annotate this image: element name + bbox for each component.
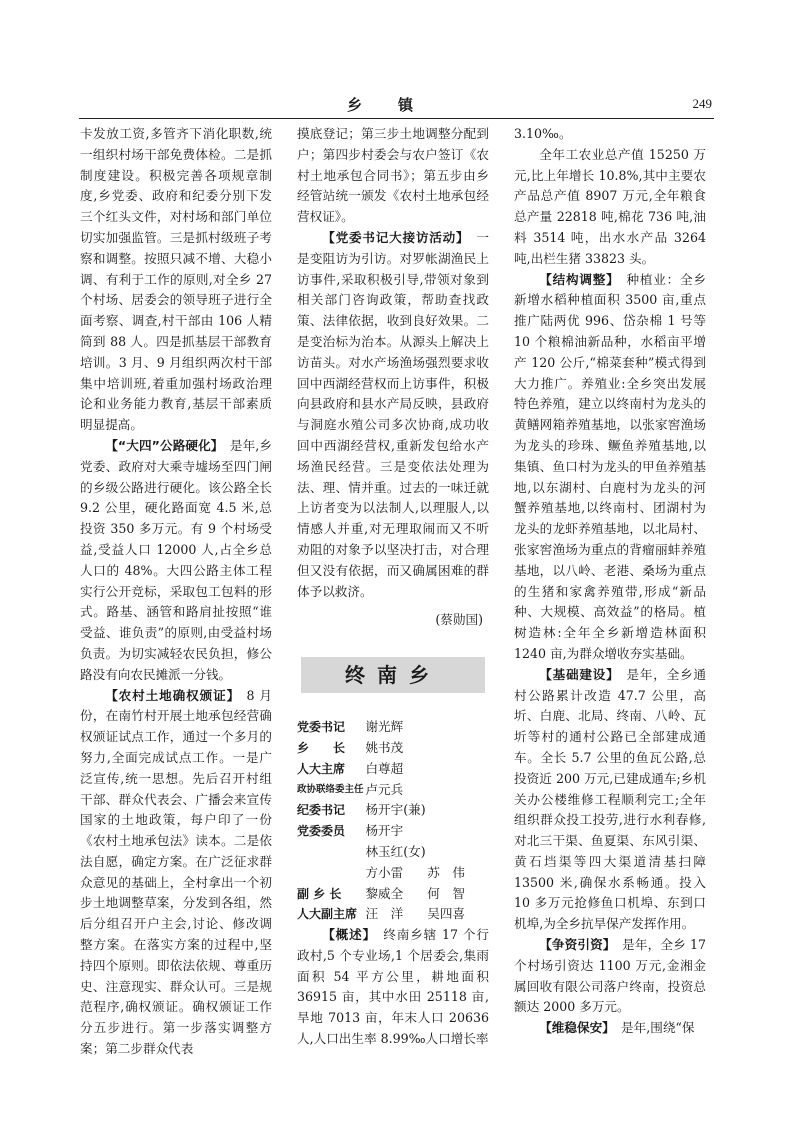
staff-names <box>365 863 489 884</box>
staff-name: 姚书茂 <box>365 739 404 755</box>
staff-row <box>297 759 489 780</box>
paragraph <box>514 270 706 665</box>
paragraph-text: 是年,围绕“保 <box>621 1020 695 1036</box>
staff-names <box>365 842 489 863</box>
section-heading: 【争资引资】 <box>539 937 616 953</box>
section-heading: 【结构调整】 <box>539 271 620 287</box>
staff-row <box>297 842 489 863</box>
staff-names <box>365 800 489 821</box>
paragraph <box>80 686 272 1060</box>
staff-role: 纪委书记 <box>297 803 346 818</box>
column-2-articles <box>297 124 489 602</box>
staff-names <box>365 904 489 925</box>
staff-role: 政协联络委主任 <box>297 783 364 795</box>
paragraph <box>514 935 706 1018</box>
paragraph <box>514 665 706 935</box>
staff-name: 谢光辉 <box>365 719 404 735</box>
staff-row <box>297 800 489 821</box>
paragraph <box>297 925 489 1050</box>
paragraph <box>514 124 706 145</box>
paragraph-text: 一是变阻访为引访。对罗帐湖渔民上访事件,采取积极引导,带领对象到相关部门咨询政策，帮助查找政策、法律依据，收到良好效果。二是变治标为治本。从源头上解决上访苗头。对水产场渔场强烈要求收回中西湖经营权而上访事件，积极向县政府和县水产局反映，县政府与洞庭水殖公司多次协商,成功收回中西湖经营权,重新发包给水产场渔民经营。三是变依法处理为法、理、情并重。过去的一味迁就上访者变为以法制人,以理服人,以情感人并重,对无理取闹而又不听劝阻的对象予以坚决打击，对合理但又没有依据，而又确属困难的群体予以救济。 <box>297 229 490 599</box>
staff-name: 杨开宇 <box>365 823 404 839</box>
staff-role: 人大主席 <box>297 761 346 776</box>
paragraph-text: 是年,乡党委、政府对大乘寺墟场至四门闸的乡级公路进行硬化。该公路全长 9.2 公里，硬化路面宽 4.5 米,总投资 350 多万元。有 9 个村场受益,受益人口 12000 人,占全乡总人口的 48%。大四公路主体工程实行公开竞标，采取包工包料的形式。路基、涵管和路肩扯按照“谁受益、谁负责”的原则,由受益村场负责。为切实减轻农民负担，修公路没有向农民摊派一分钱。 <box>80 437 272 682</box>
paragraph <box>80 436 272 686</box>
staff-row <box>297 863 489 884</box>
staff-role: 党委委员 <box>297 824 346 839</box>
page-header <box>79 92 714 119</box>
staff-name: 杨开宇(兼) <box>365 802 426 818</box>
staff-role: 人大副主席 <box>297 907 358 922</box>
staff-name: 方小雷 <box>365 864 404 880</box>
staff-role <box>297 842 365 863</box>
staff-name: 苏 伟 <box>427 864 465 880</box>
staff-row <box>297 884 489 905</box>
section-title-char-1: 乡 <box>347 96 363 114</box>
staff-names <box>365 821 489 842</box>
staff-role: 副 乡 长 <box>297 886 342 901</box>
staff-names <box>365 759 489 780</box>
staff-name: 何 智 <box>427 885 465 901</box>
staff-name: 汪 洋 <box>365 906 404 922</box>
paragraph-text: 是年，全乡通村公路累计改造 47.7 公里，高圻、白鹿、北局、终南、八岭、瓦圻等村的通村公路已全部建成通车。全长 5.7 公里的鱼瓦公路,总投资近 200 万元,已建成通车;乡机关办公楼维修工程顺利完工;全年组织群众投工投劳,进行水利春修,对北三干渠、鱼夏渠、东风引渠、黄石垱渠等四大渠道清基扫障 13500 米,确保水系畅通。投入 10 多万元抢修鱼口机埠、东到口机埠,为全乡抗旱保产发挥作用。 <box>514 666 707 932</box>
text-column-3 <box>514 124 706 1039</box>
paragraph-text: 摸底登记；第三步土地调整分配到户；第四步村委会与农户签订《农村土地承包合同书》；第五步由乡经管站统一颁发《农村土地承包经营权证》。 <box>297 126 489 225</box>
section-heading: 【概述】 <box>322 927 377 943</box>
paragraph <box>297 228 489 602</box>
staff-row <box>297 780 489 801</box>
section-heading: 【基础建设】 <box>539 666 620 682</box>
text-column-1 <box>80 124 272 1060</box>
section-title-char-2: 镇 <box>398 96 414 114</box>
paragraph-text: 3.10‰。 <box>514 126 572 141</box>
paragraph <box>514 1018 706 1039</box>
author-signature: (蔡勋国) <box>435 612 483 628</box>
staff-names <box>365 717 489 738</box>
paragraph-text: 全年工农业总产值 15250 万元,比上年增长 10.8%,其中主要农产品总产值 8907 万元,全年粮食总产量 22818 吨,棉花 736 吨,油料 3514 吨，出水水产品 3264 吨,出栏生猪 33823 头。 <box>514 146 706 266</box>
staff-name: 林玉红(女) <box>365 843 426 859</box>
paragraph-text: 8 月份，在南竹村开展土地承包经营确权颁证试点工作，通过一个多月的努力,全面完成试点工作。一是广泛宣传,统一思想。先后召开村组干部、群众代表会、广播会来宣传国家的土地政策，每户印了一份《农村土地承包法》读本。二是依法自愿，确定方案。在广泛征求群众意见的基础上，全村拿出一个初步土地调整草案，分发到各组，然后分组召开户主会,讨论、修改调整方案。在落实方案的过程中,坚持四个原则。即依法依规、尊重历史、注意现实、群众认可。三是规范程序,确权颁证。确权颁证工作分五步进行。第一步落实调整方案；第二步群众代表 <box>80 687 272 1057</box>
staff-role: 乡 长 <box>297 740 346 755</box>
section-heading: 【维稳保安】 <box>539 1020 615 1036</box>
staff-name: 吴四喜 <box>427 906 465 922</box>
section-heading: 【“大四”公路硬化】 <box>105 437 224 453</box>
staff-names <box>365 884 489 905</box>
staff-name: 黎威全 <box>365 885 404 901</box>
page-number: 249 <box>692 96 712 111</box>
column-2-overview <box>297 925 489 1050</box>
paragraph-text: 种植业：全乡新增水稻种植面积 3500 亩,重点推广陆两优 996、岱杂棉 1 号等 10 个粮棉油新品种，水稻亩平增产 120 公斤,“棉菜套种”模式得到大力推广。养殖业:全乡突出发展特色养殖，建立以终南村为龙头的黄鳝网箱养殖基地，以张家窖渔场为龙头的珍珠、鳜鱼养殖基地,以集镇、鱼口村为龙头的甲鱼养殖基地,以东湖村、白鹿村为龙头的河蟹养殖基地,以终南村、团湖村为龙头的龙虾养殖基地，以北局村、张家窖渔场为重点的背瘤丽蚌养殖基地，以八岭、老港、桑场为重点的生猪和家禽养殖带,形成“新品种、大规模、高效益”的格局。植树造林:全年全乡新增造林面积 1240 亩,为群众增收夯实基础。 <box>514 271 707 661</box>
section-title <box>329 94 431 115</box>
section-heading: 【党委书记大接访活动】 <box>322 229 470 245</box>
staff-names <box>365 738 489 759</box>
staff-role <box>297 863 365 884</box>
paragraph <box>297 124 489 228</box>
staff-row <box>297 821 489 842</box>
paragraph <box>514 145 706 270</box>
text-column-2 <box>297 124 489 1050</box>
staff-name: 卢元兵 <box>365 781 404 797</box>
paragraph-text: 卡发放工资,多管齐下消化职数,统一组织村场干部免费体检。二是抓制度建设。积极完善各项规章制度,乡党委、政府和纪委分别下发三个红头文件，对村场和部门单位切实加强监管。三是抓村级班子考察和调整。按照只减不增、大稳小调、有利于工作的原则,对全乡 27 个村场、居委会的领导班子进行全面考察、调查,村干部由 106 人精简到 88 人。四是抓基层干部教育培训。3 月、9 月组织两次村干部集中培训班,着重加强村场政治理论和业务能力教育,基层干部素质明显提高。 <box>80 126 272 433</box>
staff-row <box>297 738 489 759</box>
section-heading: 【农村土地确权颁证】 <box>105 687 241 703</box>
staff-role: 党委书记 <box>297 720 346 735</box>
paragraph-text: 终南乡辖 17 个行政村,5 个专业场,1 个居委会,集雨面积 54 平方公里，耕地面积 36915 亩，其中水田 25118 亩,旱地 7013 亩，年末人口 20636 人,人口出生率 8.99‰人口增长率 <box>297 927 489 1047</box>
paragraph <box>80 124 272 436</box>
staff-name: 白尊超 <box>365 760 404 776</box>
staff-names <box>365 780 489 801</box>
paragraph-text: 是年，全乡 17 个村场引资达 1100 万元,金湘金属回收有限公司落户终南，投资总额达 2000 多万元。 <box>514 937 707 1015</box>
township-banner: 终南乡 <box>301 657 485 693</box>
staff-list <box>297 717 489 925</box>
staff-row <box>297 904 489 925</box>
staff-row <box>297 717 489 738</box>
